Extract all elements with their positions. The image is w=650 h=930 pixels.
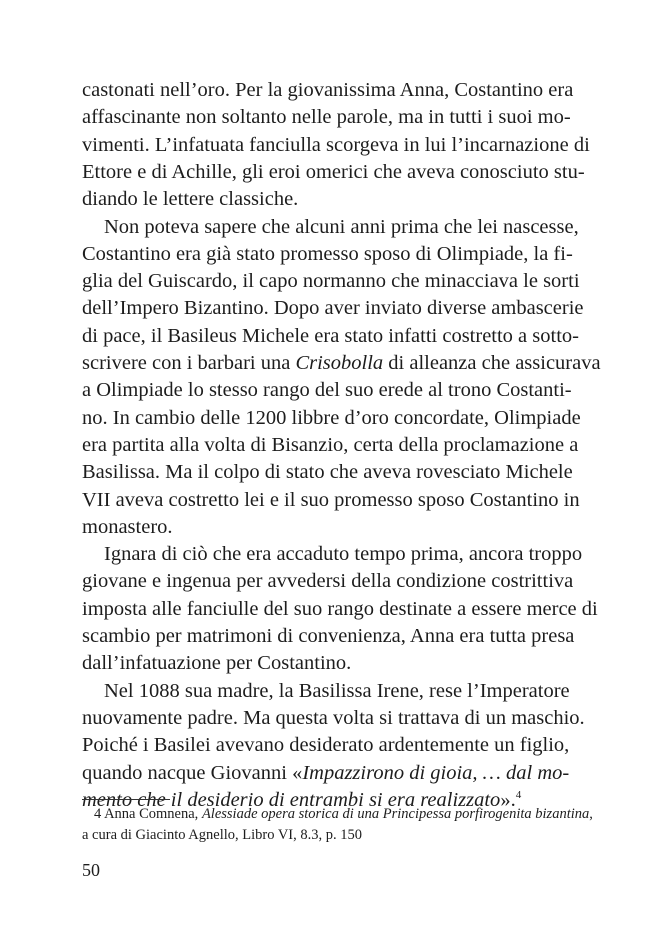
- text-segment: scrivere con i barbari una: [82, 352, 296, 374]
- text-line: no. In cambio delle 1200 libbre d’oro concordate, Olimpiade: [82, 406, 581, 429]
- footnote-line-2: a cura di Giacinto Agnello, Libro VI, 8.3, p. 150: [82, 827, 363, 843]
- text-segment: ».: [500, 788, 516, 811]
- text-line: di pace, il Basileus Michele era stato infatti costretto a sotto-: [82, 324, 579, 347]
- text-line: Non poteva sapere che alcuni anni prima che lei nascesse,: [104, 215, 579, 238]
- text-line: scambio per matrimoni di convenienza, Anna era tutta presa: [82, 625, 575, 647]
- text-line: giovane e ingenua per avvedersi della condizione costrittiva: [82, 570, 574, 593]
- page-number: 50: [82, 860, 100, 880]
- text-line: imposta alle fanciulle del suo rango destinate a essere merce di: [82, 597, 598, 620]
- footnote-line-1-post: ,: [589, 806, 593, 822]
- text-line: vimenti. L’infatuata fanciulla scorgeva in lui l’incarnazione di: [82, 133, 590, 156]
- text-line: diando le lettere classiche.: [82, 188, 299, 211]
- text-line: VII aveva costretto lei e il suo promesso sposo Costantino in: [82, 488, 580, 511]
- footnote-title: Alessiade opera storica di una Principessa porfirogenita bizantina: [201, 806, 590, 822]
- text-line: era partita alla volta di Bisanzio, certa della proclamazione a: [82, 433, 579, 456]
- footnote-line-1-pre: 4 Anna Comnena,: [94, 806, 202, 822]
- italic-segment: Impazzirono di gioia, … dal mo-: [302, 761, 570, 784]
- text-line: Basilissa. Ma il colpo di stato che aveva rovesciato Michele: [82, 461, 573, 484]
- text-line: glia del Guiscardo, il capo normanno che minacciava le sorti: [82, 270, 580, 293]
- text-line: Poiché i Basilei avevano desiderato ardentemente un figlio,: [82, 734, 570, 757]
- text-line: monastero.: [82, 515, 173, 538]
- footnote-separator: [82, 799, 170, 800]
- text-line: Ignara di ciò che era accaduto tempo prima, ancora troppo: [104, 543, 583, 566]
- text-line: Costantino era già stato promesso sposo di Olimpiade, la fi-: [82, 242, 573, 265]
- text-segment: di alleanza che assicurava: [383, 352, 601, 374]
- text-line: nuovamente padre. Ma questa volta si trattava di un maschio.: [82, 706, 585, 729]
- italic-segment: mento che il desiderio di entrambi si era realizzato: [82, 788, 501, 811]
- text-line: castonati nell’oro. Per la giovanissima Anna, Costantino era: [82, 79, 574, 101]
- text-line: Ettore e di Achille, gli eroi omerici che aveva conosciuto stu-: [82, 160, 585, 183]
- text-segment: quando nacque Giovanni «: [82, 761, 303, 784]
- italic-segment: Crisobolla: [295, 352, 384, 374]
- text-line: Nel 1088 sua madre, la Basilissa Irene, rese l’Imperatore: [104, 679, 570, 702]
- text-line: dall’infatuazione per Costantino.: [82, 652, 352, 675]
- footnote-reference: 4: [515, 788, 522, 801]
- text-line: dell’Impero Bizantino. Dopo aver inviato diverse ambascerie: [82, 297, 584, 320]
- text-line: a Olimpiade lo stesso rango del suo erede al trono Costanti-: [82, 379, 572, 402]
- footnote-line-1: [94, 804, 593, 824]
- text-line: affascinante non soltanto nelle parole, ma in tutti i suoi mo-: [82, 106, 571, 129]
